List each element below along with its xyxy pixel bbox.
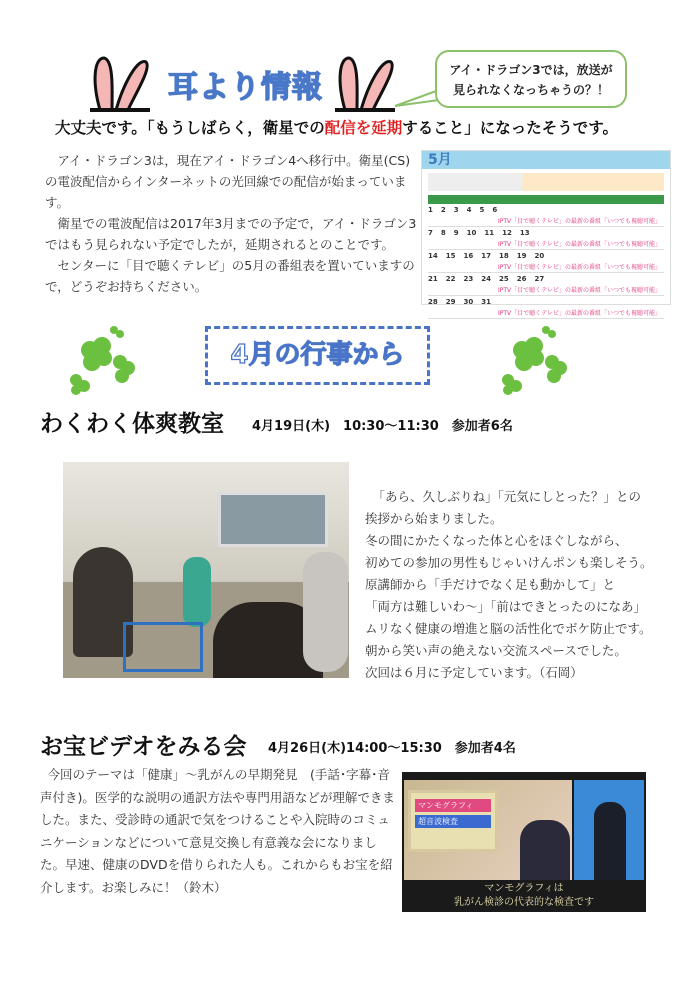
schedule-banner: IPTV「目で聴くテレビ」の最新の番組「いつでも視聴可能」 [498,264,662,271]
clover-decoration-icon [62,322,142,397]
schedule-day: 14 [428,252,438,260]
schedule-day: 30 [463,298,474,306]
schedule-day: 27 [534,275,545,283]
schedule-day: 15 [445,252,456,260]
paragraph: 衛星での電波配信は2017年3月までの予定で，アイ・ドラゴン3ではもう見られない予定でしたが，延期されるとのことです。 [45,216,417,252]
speech-bubble-tail [395,88,439,108]
schedule-day: 12 [502,229,512,237]
paragraph: センターに「目で聴くテレビ」の5月の番組表を置いていますので，どうぞお持ちください。 [45,258,415,294]
schedule-day: 24 [481,275,491,283]
schedule-banner: IPTV「目で聴くテレビ」の最新の番組「いつでも視聴可能」 [498,310,662,317]
schedule-day: 8 [440,229,446,237]
schedule-day: 1 [428,206,433,214]
schedule-day: 22 [445,275,456,283]
exercise-class-photo [63,462,349,678]
event-title: わくわく体爽教室 [40,411,224,437]
schedule-week-row [428,296,664,319]
headline-highlight: 配信を延期 [324,119,403,137]
bunny-ears-icon [335,52,395,112]
event-title: お宝ビデオをみる会 [40,734,247,760]
text-line: 「両方は難しいわ～」「前はできとったのになあ」 [365,599,647,614]
schedule-day: 31 [481,298,491,306]
schedule-day: 18 [499,252,509,260]
schedule-day: 19 [516,252,527,260]
headline-pre: 大丈夫です。「もうしばらく，衛星での [55,119,325,137]
schedule-day: 20 [534,252,545,260]
bubble-line: 見られなくなっちゃうの？！ [452,83,609,97]
event-meta: 4月26日(木)14:00～15:30 参加者4名 [268,741,516,756]
text-line: 次回は６月に予定しています。（石岡） [365,665,583,680]
schedule-month: 5月 [422,151,670,169]
bunny-ears-icon [90,52,150,112]
schedule-day: 11 [484,229,495,237]
text-line: 「あら、久しぶりね」「元気にしとった？」との [372,489,642,504]
schedule-day: 26 [516,275,527,283]
schedule-week-row [428,227,664,250]
schedule-week-row [428,250,664,273]
schedule-day: 29 [445,298,456,306]
bubble-line: アイ・ドラゴン3では，放送が [449,63,613,77]
schedule-day: 21 [428,275,438,283]
schedule-day: 23 [463,275,474,283]
headline-post: すること」になったそうです。 [402,119,618,137]
text-line: ムリなく健康の増進と脳の活性化でボケ防止です。 [365,621,652,636]
text-line: 冬の間にかたくなった体と心をほぐしながら、 [365,533,628,548]
events-section-header: 4月の行事から [205,326,430,385]
text-line: 挨拶から始まりました。 [365,511,503,526]
sign-language-video-still [402,772,646,912]
video-caption: マンモグラフィは [484,883,564,894]
headline [55,116,618,138]
column-title: 耳より情報 [168,70,323,105]
event2-text: 今回のテーマは「健康」～乳がんの早期発見 (手話･字幕･音声付き)。医学的な説明の通訳方法や専門用語などが理解できました。また、受診時の通訳で気をつけることや入院時のコミュニケーションなどについて意見交換し有意義な会になりました。早速、健康のDVDを借りられた人も。これからもお宝を紹介します。お楽しみに！（鈴木） [40,767,395,895]
schedule-day: 17 [481,252,491,260]
board-label: 超音波検査 [415,815,491,828]
text-line: 原講師から「手だけでなく足も動かして」と [365,577,616,592]
text-line: 初めての参加の男性もじゃいけんポンも楽しそう。 [365,555,653,570]
schedule-banner: IPTV「目で聴くテレビ」の最新の番組「いつでも視聴可能」 [498,241,662,248]
schedule-week-row [428,273,664,296]
schedule-day: 7 [428,229,433,237]
schedule-banner: IPTV「目で聴くテレビ」の最新の番組「いつでも視聴可能」 [498,287,662,294]
program-schedule-image [421,150,671,317]
video-caption: 乳がん検診の代表的な検査です [454,897,594,908]
board-label: マンモグラフィ [415,799,491,812]
schedule-day: 4 [466,206,472,214]
schedule-day: 28 [428,298,438,306]
clover-decoration-icon [490,322,590,397]
schedule-day: 16 [463,252,474,260]
schedule-day: 9 [453,229,459,237]
schedule-banner: IPTV「目で聴くテレビ」の最新の番組「いつでも視聴可能」 [498,218,662,225]
schedule-day: 3 [453,206,459,214]
event1-text [365,486,665,684]
schedule-day: 6 [492,206,498,214]
intro-text [45,150,417,297]
text-line: 朝から笑い声の絶えない交流スペースでした。 [365,643,627,658]
schedule-day: 5 [479,206,485,214]
paragraph: アイ・ドラゴン3は，現在アイ・ドラゴン4へ移行中。衛星(CS)の電波配信からインターネットの光回線での配信が始まっています。 [45,153,411,210]
schedule-week-row [428,204,664,227]
schedule-day: 13 [519,229,530,237]
schedule-day: 10 [466,229,477,237]
schedule-day: 2 [440,206,446,214]
event-meta: 4月19日(木) 10:30～11:30 参加者6名 [252,419,513,434]
schedule-day: 25 [499,275,509,283]
speech-bubble [435,50,627,108]
